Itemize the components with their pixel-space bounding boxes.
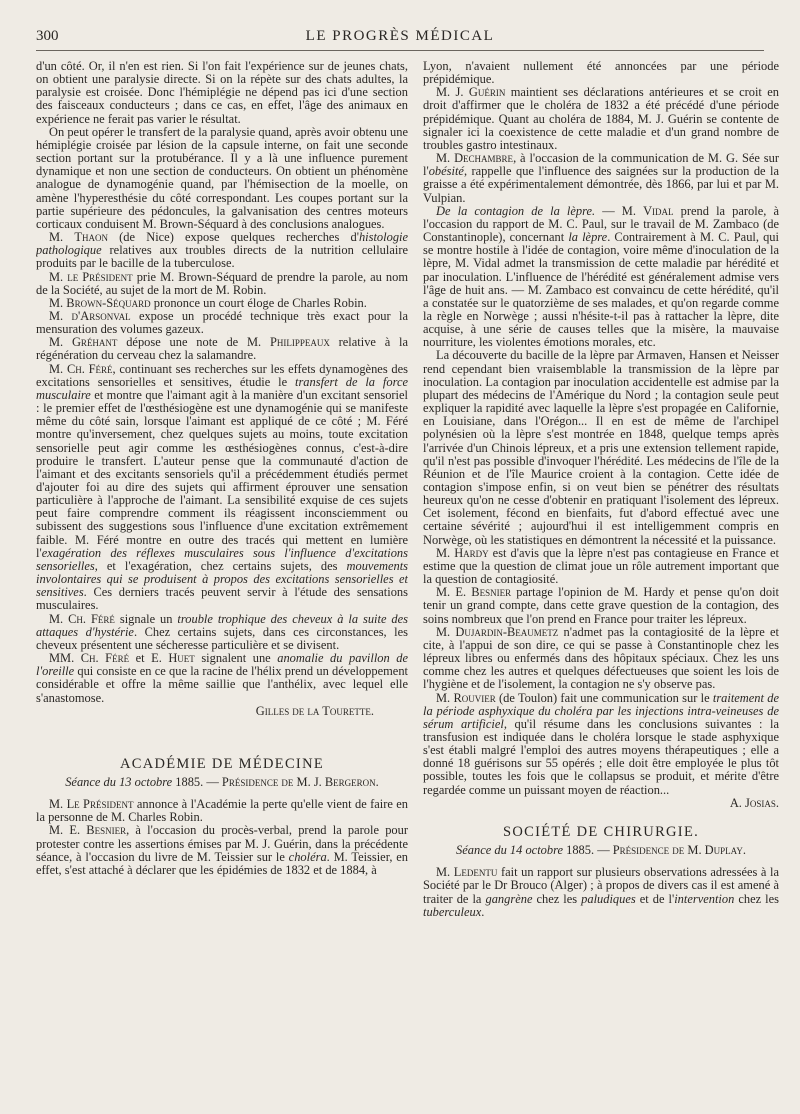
session-line: Séance du 14 octobre 1885. — Présidence de M. Duplay. [456,843,746,858]
paragraph: M. Ch. Féré signale un trouble trophique des cheveux à la suite des attaques d'hystérie. Chez certains sujets, dans ces circonstances, les cheveux présentent une sécheresse particulière et se divisent. [36,611,408,652]
paragraph: La découverte du bacille de la lèpre par Armaven, Hansen et Neisser rend cependant bien vraisemblable la transmission de la lèpre par inoculation. La contagion par inoculation accidentelle est admise par la plupart des médecins de l'Amérique du Nord ; la contagion seule peut expliquer la rapidité avec laquelle la lèpre s'est propagée en Californie, en Louisiane, dans l'Orégon... Il en est de même de l'archipel polynésien où la lèpre s'est montrée en 1848, quelque temps après l'arrivée d'un Chinois lépreux, et a pris une extension tellement rapide, qu'il n'est pas possible d'invoquer l'hérédité. Les médecins de l'île de la Réunion et de l'île Maurice croient à la contagion. Cette idée de contagion s'impose enfin, si on veut bien se pénétrer des résultats heureux qu'on ne cesse d'obtenir en pratiquant l'isolement des lépreux. Cet isolement, fécond en bienfaits, fut d'abord effectué avec une certaine sévérité ; aujourd'hui il est intelligemment compris en Norwège, où les statistiques en démontrent la nécessité et la puissance. [423,348,779,547]
paragraph: M. Thaon (de Nice) expose quelques recherches d'histologie pathologique relatives aux troubles directs de la nutrition cellulaire produits par le bacille de la tuberculose. [36,230,408,271]
author-signature: Gilles de la Tourette. [255,703,374,718]
speaker-name: E. Besnier [69,823,127,838]
paragraph: M. Ledentu fait un rapport sur plusieurs observations adressées à la Société par le Dr Brouco (Alger) ; à propos de divers cas il est amené à traiter de la gangrène chez les paludiques et de l'intervention chez les tuberculeux. [423,865,779,919]
page-number: 300 [36,28,59,44]
speaker-name: Dujardin-Beaumetz [455,624,559,639]
paragraph: M. Dujardin-Beaumetz n'admet pas la contagiosité de la lèpre et cite, à l'appui de son dire, ce qui se passe à Constantinople chez les lépreux libres ou enfermés dans des hôpitaux spéciaux. Chez les uns comme chez les autres et quelques défectueuses que soient les lois de l'hygiène et de l'isolement, la contagion ne s'y observe pas. [423,624,779,692]
speaker-name: Ledentu [453,865,498,880]
speaker-name: Guérin [468,85,506,100]
page-header [36,24,764,51]
speaker-name: E. Besnier [455,585,512,600]
paragraph: M. Hardy est d'avis que la lèpre n'est pas contagieuse en France et estime que la question de climat joue un rôle autrement important que la question de contagiosité. [423,545,779,587]
speaker-name: Thaon [74,230,108,245]
paragraph: M. le Président prie M. Brown-Séquard de prendre la parole, au nom de la Société, au sujet de la mort de M. Robin. [36,269,408,297]
paragraph: M. Brown-Séquard prononce un court éloge de Charles Robin. [49,295,367,310]
speaker-name: Vidal [643,203,674,218]
speaker-name: Ch. Féré [66,361,113,376]
paragraph: De la contagion de la lèpre. — M. Vidal prend la parole, à l'occasion du rapport de M. C. Paul, sur le travail de M. Zambaco (de Constantinople), concernant la lèpre. Contrairement à M. C. Paul, qui se montre hostile à l'idée de contagion, voire même d'inoculation de la lèpre, M. Vidal admet la transmission de cette maladie par hérédité et par inoculation. L'influence de l'hérédité est généralement admise vers l'âge de huit ans. — M. Zambaco est convaincu de cette hérédité, qu'il a constatée sur le quatorzième de ses malades, et qu'on regarde comme la règle en Norwège ; aussi n'hésite-t-il pas à rattacher la lèpre, dite acquise, à une série de causes telles que la misère, la mauvaise nourriture, les violentes émotions morales, etc. [423,203,779,350]
section-title: SOCIÉTÉ DE CHIRURGIE. [502,823,700,840]
paragraph: d'un côté. Or, il n'en est rien. Si l'on fait l'expérience sur de jeunes chats, on obtient une paralysie directe. Si on la répète sur des chats adultes, la paralysie est croisée. Donc l'hémiplégie ne dépend pas ici d'une section des faisceaux conducteurs ; dans ce cas, en effet, l'âge des animaux en expérience ne ferait pas varier le résultat. [36,60,408,126]
paragraph: M. J. Guérin maintient ses déclarations antérieures et se croit en droit d'affirmer que le choléra de 1832 a été précédé d'une période prépidémique. Quant au choléra de 1884, M. J. Guérin se contente de signaler ici la coexistence de cette maladie et d'un grand nombre de troubles gastro intestinaux. [423,85,779,152]
paragraph: M. Rouvier (de Toulon) fait une communication sur le traitement de la période asphyxique du choléra par les injections intra-veineuses de sérum artificiel, qu'il résume dans les conclusions suivantes : la transfusion est indiquée dans le choléra lorsque le stade asphyxique s'est établi malgré l'emploi des autres moyens thérapeutiques ; elle a donné 18 guérisons sur 55 opérés ; elle doit être employée le plus tôt possible, toutes les fois que le collapsus se produit, et mérite d'être regardée comme un puissant moyen de réaction... [423,690,779,797]
paragraph: M. d'Arsonval expose un procédé technique très exact pour la mensuration des volumes gazeux. [36,308,408,337]
speaker-name: Brown-Séquard [66,295,151,310]
paragraph: M. Dechambre, à l'occasion de la communication de M. G. Sée sur l'obésité, rappelle que l'influence des saignées sur la production de la graisse a été expérimentalement démontrée, dès 1866, par lui et par M. Vulpian. [423,151,779,205]
running-title: LE PROGRÈS MÉDICAL [305,28,495,44]
speaker-name: le Président [67,269,133,284]
speaker-name: Hardy [454,545,489,560]
left-column [36,60,408,1100]
paragraph: M. Gréhant dépose une note de M. Philippeaux relative à la régénération du cerveau chez la salamandre. [36,335,408,363]
speaker-name: Ch. Féré [68,611,115,626]
speaker-name: Dechambre [454,151,514,166]
right-column [423,60,779,1100]
paragraph: M. Le Président annonce à l'Académie la perte qu'elle vient de faire en la personne de M. Charles Robin. [36,797,408,825]
section-title: ACADÉMIE DE MÉDECINE [119,755,324,772]
author-signature: A. Josias. [729,795,779,810]
paragraph: Lyon, n'avaient nullement été annoncées par une période prépidémique. [423,60,779,87]
speaker-name: d'Arsonval [71,308,131,323]
session-line: Séance du 13 octobre 1885. — Présidence de M. J. Bergeron. [65,774,379,789]
speaker-name: Le Président [66,797,134,812]
paragraph: M. Ch. Féré, continuant ses recherches sur les effets dynamogènes des excitations sensorielles et sensitives, étudie le transfert de la force musculaire et montre que l'aimant agit à la manière d'un excitant sensoriel : le premier effet de l'œsthésiogène est une dynamogénie qui se manifeste même du côté sain, lorsque l'aimant est appliqué de ce côté ; M. Féré montre qu'inversement, chez quelques sujets au moins, toute excitation sensorielle peut agir comme les œsthésiogènes connus, c'est-à-dire produire le transfert. L'auteur pense que la communauté d'action de l'aimant et des excitants sensoriels qu'il a précédemment étudiés permet d'ajouter foi au dire des sujets qui affirment éprouver une sensation particulière à l'approche de l'aimant. La sensibilité exquise de ces sujets peut faire comprendre comment ils réagissent inconsciemment ou subissent des suggestions sous l'influence d'une excitation extrêmement faible. M. Féré montre en outre des tracés qui mettent en lumière l'exagération des réflexes musculaires sous l'influence d'excitations sensorielles, et l'exagération, chez certains sujets, des mouvements involontaires qui se produisent à propos des excitations sensorielles et sensitives. Ces derniers tracés peuvent servir à l'étude des sensations musculaires. [36,361,408,613]
paragraph: MM. Ch. Féré et E. Huet signalent une anomalie du pavillon de l'oreille qui consiste en ce que la racine de l'hélix prend un développement considérable et offre la même saillie que l'anthélix, avec lequel elle s'anastomose. [36,651,408,705]
paragraph: M. E. Besnier, à l'occasion du procès-verbal, prend la parole pour protester contre les assertions émises par M. J. Guérin, dans la précédente séance, à l'occasion du livre de M. Teissier sur le choléra. M. Teissier, en effet, s'est attaché à déclarer que les épidémies de 1832 et de 1884, à [36,823,408,877]
speaker-name: Gréhant [71,335,118,350]
paragraph: M. E. Besnier partage l'opinion de M. Hardy et pense qu'on doit tenir un grand compte, dans cette grave question de la contagion, des soins nombreux que l'on prend en France pour traiter les lépreux. [423,585,779,626]
speaker-name: Ch. Féré [80,651,130,666]
speaker-name: Rouvier [453,690,496,705]
paragraph: On peut opérer le transfert de la paralysie quand, après avoir obtenu une hémiplégie croisée par lésion de la capsule interne, on fait une seconde section portant sur la protubérance. Il y a là une influence purement dynamique et non une section de conducteurs. On obtient un phénomène analogue de dynamogénie quand, par l'hémisection de la moelle, on amène l'hyperesthésie du côté correspondant. Les coupes portant sur la partie supérieure des pédoncules, la galvanisation des centres moteurs corticaux conduisent M. Brown-Séquard à des conclusions analogues. [36,124,408,231]
